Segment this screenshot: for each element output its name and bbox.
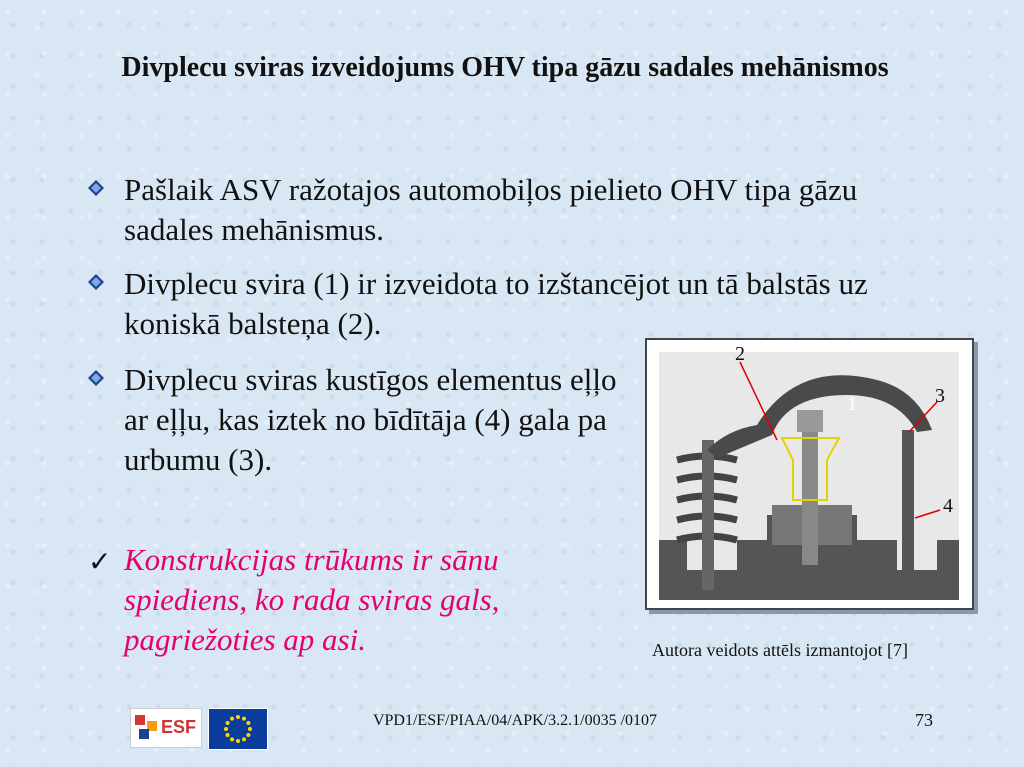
bullet-text: Konstrukcijas trūkums ir sānu spiediens, ko rada sviras gals, pagriežoties ap asi. [124, 542, 500, 657]
bullet-text: Divplecu sviras kustīgos elementus eļļo ar eļļu, kas iztek no bīdītāja (4) gala pa urbumu (3). [124, 362, 617, 477]
label-2: 2 [735, 343, 745, 365]
bullet-item-highlight [88, 540, 628, 670]
slide-title: Divplecu sviras izveidojums OHV tipa gāzu sadales mehānismos [121, 52, 889, 83]
esf-logo-icon [135, 715, 161, 741]
diamond-bullet-icon [88, 180, 104, 196]
bullet-item [88, 264, 948, 348]
bullet-item [88, 170, 948, 254]
bullet-text: Pašlaik ASV ražotajos automobiļos pielieto OHV tipa gāzu sadales mehānismus. [124, 172, 858, 247]
bullet-item [88, 360, 628, 530]
page-number: 73 [915, 710, 933, 730]
eu-stars-icon [209, 709, 267, 749]
label-1: 1 [847, 393, 857, 415]
footer-project-code: VPD1/ESF/PIAA/04/APK/3.2.1/0035 /0107 [372, 712, 658, 729]
esf-logo-text: ESF [161, 717, 197, 737]
label-4: 4 [943, 495, 953, 517]
diamond-bullet-icon [88, 370, 104, 386]
rocker-arm-diagram [645, 338, 974, 610]
diamond-bullet-icon [88, 274, 104, 290]
esf-logo [130, 708, 202, 748]
eu-flag-icon [208, 708, 268, 750]
rocker-arm-illustration [647, 340, 972, 608]
figure-caption: Autora veidots attēls izmantojot [7] [652, 640, 908, 660]
checkmark-icon: ✓ [88, 545, 112, 578]
bullet-text: Divplecu svira (1) ir izveidota to izštancējot un tā balstās uz koniskā balsteņa (2). [124, 266, 868, 341]
label-3: 3 [935, 385, 945, 407]
